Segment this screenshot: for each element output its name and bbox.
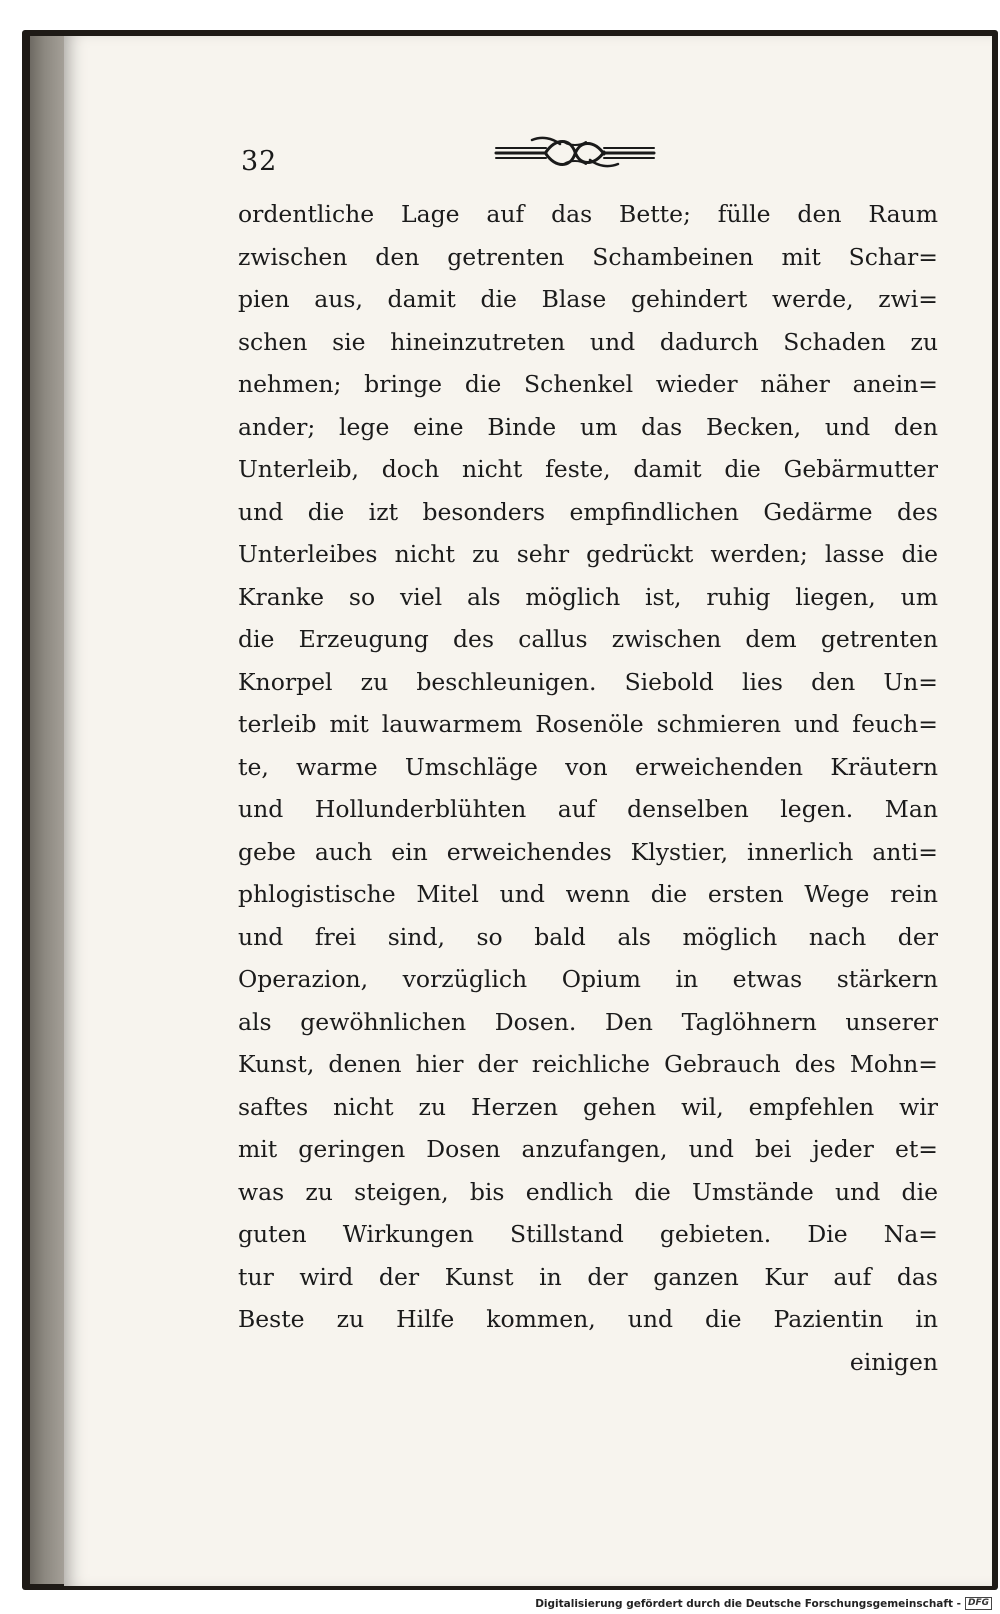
text-line: saftes nicht zu Herzen gehen wil, empfehlen wir xyxy=(238,1092,938,1121)
text-line: Beste zu Hilfe kommen, und die Pazientin in xyxy=(238,1305,938,1333)
text-line: Kunst, denen hier der reichliche Gebrauch des Mohn= xyxy=(238,1050,938,1078)
text-line: gebe auch ein erweichendes Klystier, innerlich anti= xyxy=(238,837,938,866)
text-line: zwischen den getrenten Schambeinen mit Schar= xyxy=(238,242,938,271)
text-line: te, warme Umschläge von erweichenden Kräutern xyxy=(238,752,938,781)
dfg-logo: DFG xyxy=(965,1597,992,1610)
text-line: und frei sind, so bald als möglich nach der xyxy=(238,922,938,951)
text-line: nehmen; bringe die Schenkel wieder näher anein= xyxy=(238,370,938,398)
text-line: und Hollunderblühten auf denselben legen. Man xyxy=(238,795,938,823)
body-text xyxy=(238,193,938,1383)
page-number: 32 xyxy=(241,146,278,177)
text-line: mit geringen Dosen anzufangen, und bei jeder et= xyxy=(238,1135,938,1163)
ornament-vignette xyxy=(494,134,656,170)
credit-text: Digitalisierung gefördert durch die Deutsche Forschungsgemeinschaft - xyxy=(535,1597,961,1610)
digitization-credit xyxy=(535,1597,992,1610)
text-line: pien aus, damit die Blase gehindert werde, zwi= xyxy=(238,285,938,313)
text-line: was zu steigen, bis endlich die Umstände und die xyxy=(238,1177,938,1206)
text-line: Unterleibes nicht zu sehr gedrückt werden; lasse die xyxy=(238,540,938,568)
text-line: tur wird der Kunst in der ganzen Kur auf das xyxy=(238,1262,938,1291)
text-line: als gewöhnlichen Dosen. Den Taglöhnern unserer xyxy=(238,1007,938,1036)
text-line: terleib mit lauwarmem Rosenöle schmieren und feuch= xyxy=(238,710,938,738)
text-line: guten Wirkungen Stillstand gebieten. Die Na= xyxy=(238,1220,938,1248)
text-line: schen sie hineinzutreten und dadurch Schaden zu xyxy=(238,327,938,356)
catchword: einigen xyxy=(849,1347,938,1376)
page-stack-edge xyxy=(30,36,66,1584)
text-line: Unterleib, doch nicht feste, damit die Gebärmutter xyxy=(238,455,938,483)
text-line: ordentliche Lage auf das Bette; fülle den Raum xyxy=(238,200,938,228)
text-line: ander; lege eine Binde um das Becken, und den xyxy=(238,412,938,441)
text-line: Knorpel zu beschleunigen. Siebold lies den Un= xyxy=(238,667,938,696)
text-line: die Erzeugung des callus zwischen dem getrenten xyxy=(238,625,938,653)
text-line: Operazion, vorzüglich Opium in etwas stärkern xyxy=(238,965,938,993)
text-line: phlogistische Mitel und wenn die ersten Wege rein xyxy=(238,880,938,908)
text-line: Kranke so viel als möglich ist, ruhig liegen, um xyxy=(238,582,938,611)
text-line: und die izt besonders empfindlichen Gedärme des xyxy=(238,497,938,526)
